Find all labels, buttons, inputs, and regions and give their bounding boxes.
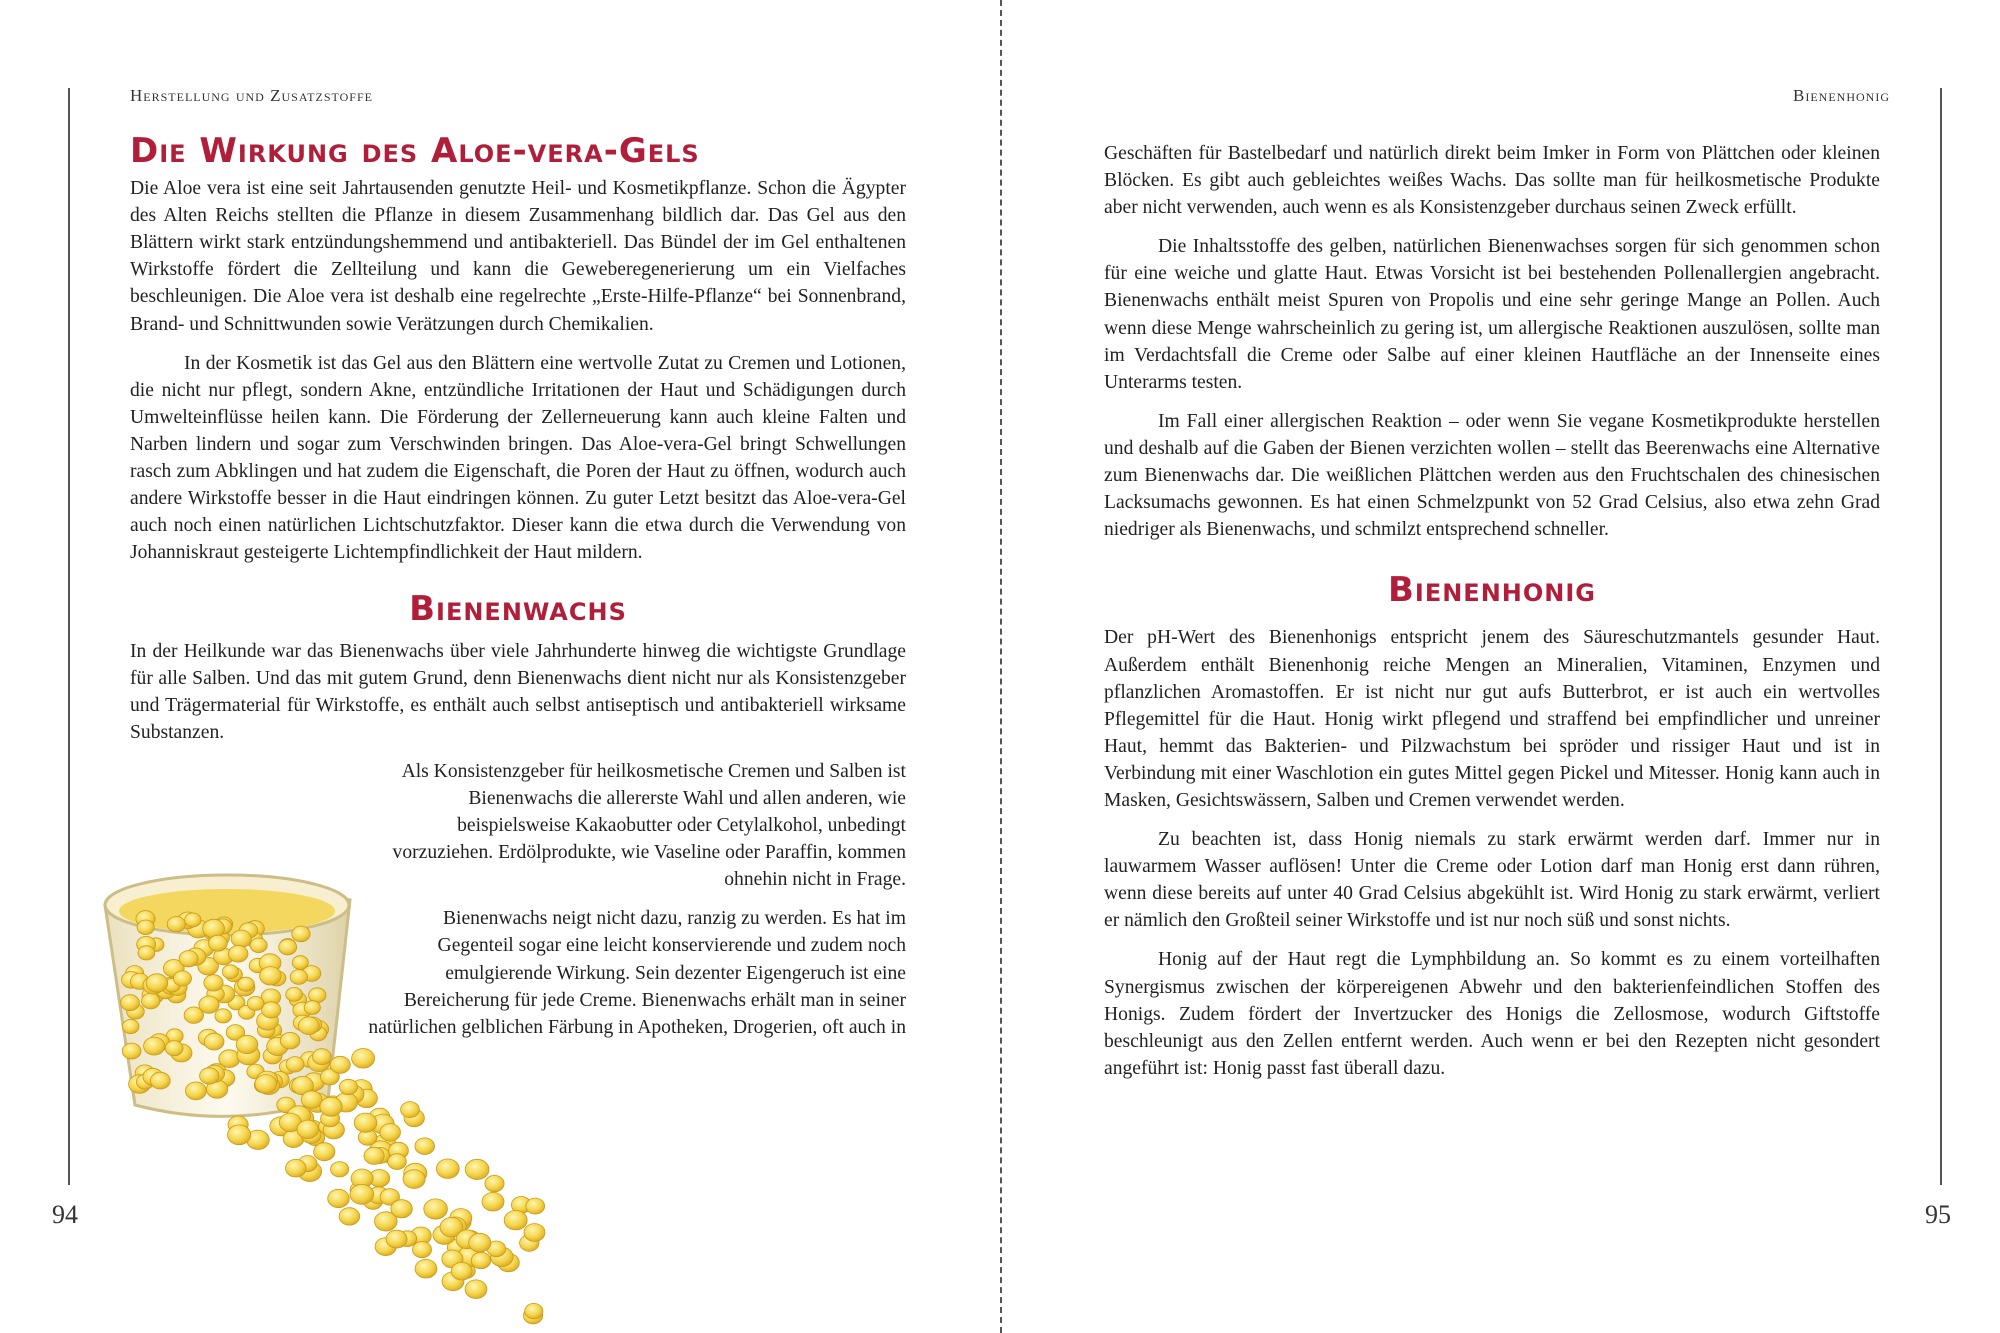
heading-bienenwachs: Bienenwachs [409, 589, 627, 630]
wachs-continued-1: Geschäften für Bastelbedarf und natürlich direkt beim Imker in Form von Plättchen oder kleinen Blöcken. Es gibt auch gebleichtes weißes Wachs. Das sollte man für heilkosmetische Produkte aber nicht verwenden, auch wenn es als Konsistenzgeber durchaus seinen Zweck erfüllt. [1104, 143, 1880, 219]
right-page [1000, 0, 2000, 1333]
honig-paragraph-1: Der pH-Wert des Bienenhonigs entspricht jenem des Säureschutzmantels gesunder Haut. Außerdem enthält Bienenhonig reiche Mengen an Mineralien, Vitaminen, Enzymen und pflanzlichen Aromastoffen. Er ist nicht nur gut aufs Butterbrot, er ist auch ein wertvolles Pflegemittel für die Haut. Honig wirkt pflegend und straffend bei empfindlicher und unreiner Haut, hemmt das Bakterien- und Pilzwachstum bei spröder und rissiger Haut und ist in Verbindung mit einer Waschlotion ein gutes Mittel gegen Pickel und Mitesser. Honig kann auch in Masken, Gesichtswässern, Salben und Cremen verwendet werden. [1104, 627, 1880, 811]
running-head-right: Bienenhonig [1793, 86, 1890, 105]
honig-paragraph-2: Zu beachten ist, dass Honig niemals zu stark erwärmt werden darf. Immer nur in lauwarmem Wasser auflösen! Unter die Creme oder Lotion darf man Honig erst dann rühren, wenn diese bereits auf unter 40 Grad Celsius abgekühlt ist. Wird Honig zu stark erwärmt, verliert er nämlich den Großteil seiner Wirkstoffe und ist nur noch süß und sonst nichts. [1104, 829, 1880, 932]
running-head-left: Herstellung und Zusatzstoffe [130, 86, 373, 105]
aloe-paragraph-2: In der Kosmetik ist das Gel aus den Blättern eine wertvolle Zutat zu Cremen und Lotionen, die nicht nur pflegt, sondern Akne, entzündliche Irritationen der Haut und Schädigungen durch Umwelteinflüsse heilen kann. Die Förderung der Zellerneuerung kann auch kleine Falten und Narben lindern und sogar zum Verschwinden bringen. Das Aloe-vera-Gel bringt Schwellungen rasch zum Abklingen und hat zudem die Eigenschaft, die Poren der Haut zu öffnen, wodurch auch andere Wirkstoffe besser in die Haut eindringen können. Zu guter Letzt besitzt das Aloe-vera-Gel auch noch einen natürlichen Lichtschutzfaktor. Dieser kann die etwa durch die Verwendung von Johanniskraut gesteigerte Lichtempfindlichkeit der Haut mildern. [130, 352, 906, 564]
wachs-continued-2: Die Inhaltsstoffe des gelben, natürlichen Bienenwachses sorgen für sich genommen schon für eine weiche und glatte Haut. Etwas Vorsicht ist bei bestehenden Pollenallergien angebracht. Bienenwachs enthält meist Spuren von Propolis und eine sehr geringe Mange an Pollen. Auch wenn diese Menge wahrscheinlich zu gering ist, um allergische Reaktionen auszulösen, sollte man im Verdachtsfall die Creme oder Salbe auf einer kleinen Hautfläche an der Innenseite eines Unterarms testen. [1104, 236, 1880, 393]
honig-paragraph-3: Honig auf der Haut regt die Lymphbildung an. So kommt es zu einem vorteilhaften Synergismus zwischen der körpereigenen Abwehr und den bakterienfeindlichen Stoffen des Honigs. Zudem fördert der Invertzucker des Honigs die Zellosmose, wodurch Giftstoffe beschleunigt aus den Zellen entfernt werden. Auch wenn er bei den Rezepten nicht gesondert angeführt ist: Honig passt fast überall dazu. [1104, 949, 1880, 1079]
beeswax-pastilles-illustration [90, 865, 550, 1325]
heading-aloe-vera: Die Wirkung des Aloe-vera-Gels [130, 131, 700, 171]
heading-bienenhonig: Bienenhonig [1387, 570, 1596, 611]
wachs-paragraph-2: Bienenwachs neigt nicht dazu, ranzig zu werden. Es hat im Gegenteil sogar eine leicht konservierende und zudem noch emulgierende Wirkung. Sein dezenter Eigengeruch ist eine Bereicherung für jede Creme. Bienenwachs erhält man in seiner natürlichen gelblichen Färbung in Apotheken, Drogerien, oft auch in [368, 908, 906, 1038]
aloe-paragraph-1: Die Aloe vera ist eine seit Jahrtausenden genutzte Heil- und Kosmetikpflanze. Schon die Ägypter des Alten Reichs stellten die Pflanze in diesem Zusammenhang bildlich dar. Das Gel aus den Blättern wirkt stark entzündungshemmend und antibakteriell. Das Bündel der im Gel enthaltenen Wirkstoffe fördert die Zellteilung und kann die Geweberegenerierung um ein Vielfaches beschleunigen. Die Aloe vera ist deshalb eine regelrechte „Erste-Hilfe-Pflanze“ bei Sonnenbrand, Brand- und Schnittwunden sowie Verätzungen durch Chemikalien. [130, 178, 906, 335]
page-number-left: 94 [52, 1200, 78, 1229]
wachs-paragraph-1: Als Konsistenzgeber für heilkosmetische Cremen und Salben ist Bienenwachs die allererste Wahl und allen anderen, wie beispielsweise Kakaobutter oder Cetylalkohol, unbedingt vorzuziehen. Erdölprodukte, wie Vaseline oder Paraffin, kommen ohnehin nicht in Frage. [392, 760, 906, 891]
left-margin-rule [68, 88, 70, 1185]
wachs-continued-3: Im Fall einer allergischen Reaktion – oder wenn Sie vegane Kosmetikprodukte herstellen und deshalb auf die Gaben der Bienen verzichten wollen – stellt das Beerenwachs eine Alternative zum Bienenwachs dar. Die weißlichen Plättchen werden aus den Fruchtschalen des chinesischen Lacksumachs gewonnen. Es hat einen Schmelzpunkt von 52 Grad Celsius, also etwa zehn Grad niedriger als Bienenwachs, und schmilzt entsprechend schneller. [1104, 410, 1880, 541]
right-margin-rule [1940, 88, 1942, 1185]
right-text-column [1104, 140, 1880, 1082]
page-number-right: 95 [1925, 1200, 1951, 1229]
wachs-intro-paragraph: In der Heilkunde war das Bienenwachs über viele Jahrhunderte hinweg die wichtigste Grundlage für alle Salben. Und das mit gutem Grund, denn Bienenwachs dient nicht nur als Konsistenzgeber und Trägermaterial für Wirkstoffe, es enthält auch selbst antiseptisch und antibakteriell wirksame Substanzen. [130, 640, 906, 743]
